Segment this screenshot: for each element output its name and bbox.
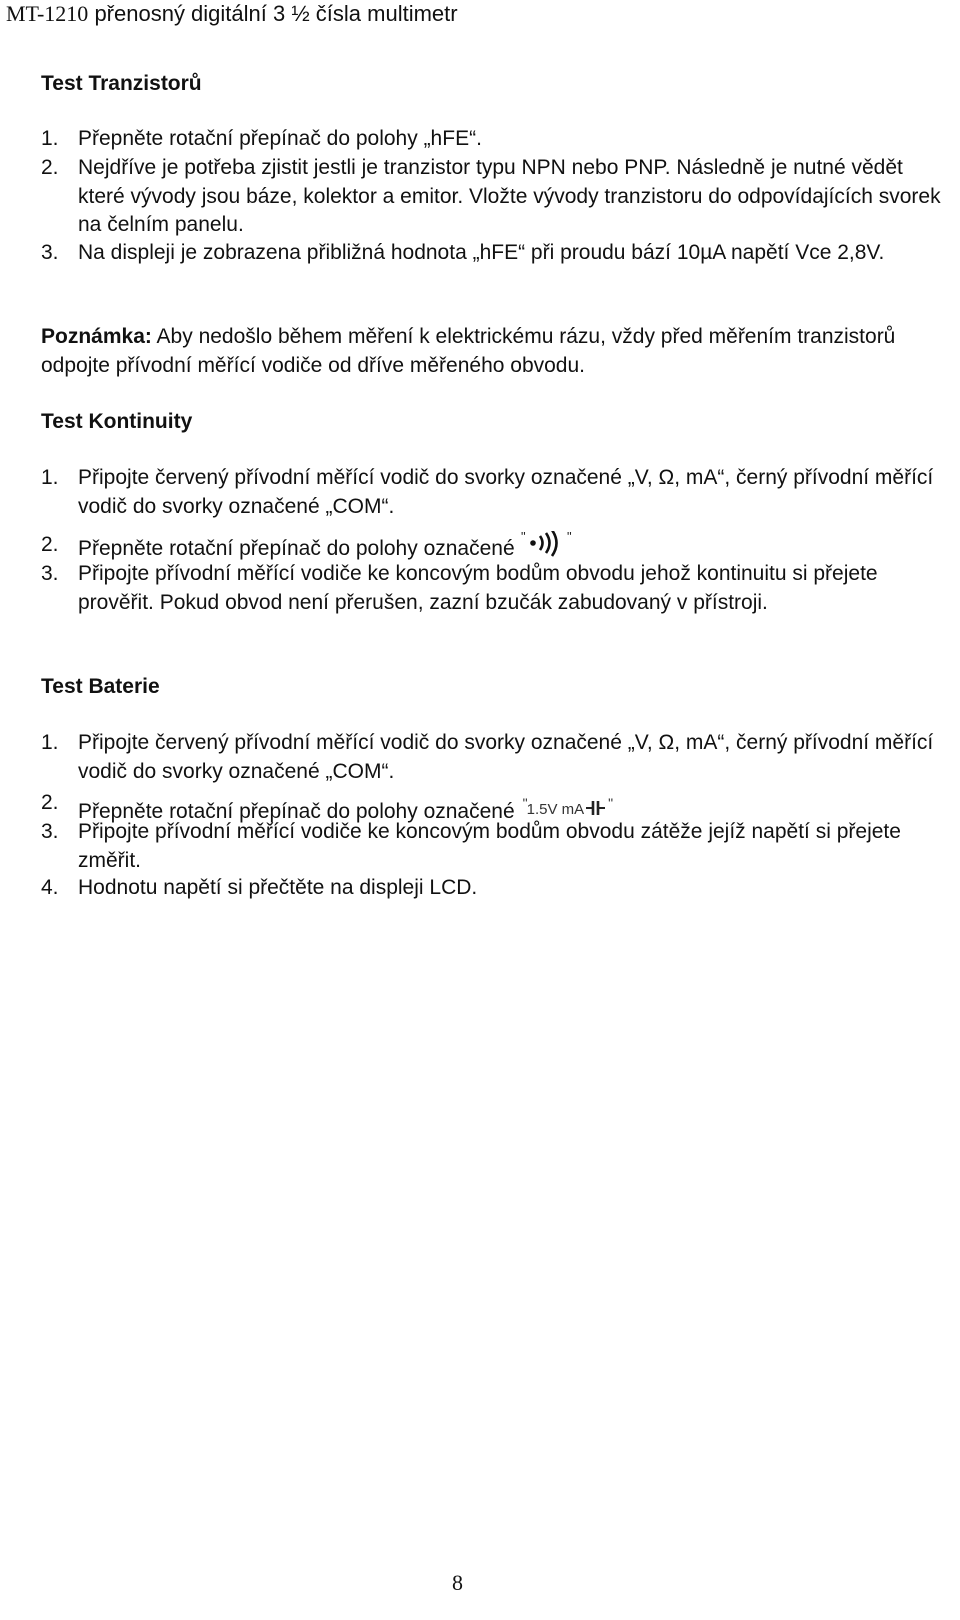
baterie-item-4 — [41, 874, 941, 903]
header-model: MT-1210 — [6, 1, 89, 26]
item-number: 1. — [41, 127, 59, 150]
item-text: Nejdříve je potřeba zjistit jestli je tranzistor typu NPN nebo PNP. Následně je nutné vědět které vývody jsou báze, kolektor a emitor. Vložte vývody tranzistoru do odpovídajících svorek na čelním panelu. — [78, 156, 941, 236]
item-number: 3. — [41, 241, 59, 264]
item-number: 1. — [41, 466, 59, 489]
svg-text:": " — [566, 531, 572, 544]
note-text: Aby nedošlo během měření k elektrickému rázu, vždy před měřením tranzistorů odpojte přívodní měřící vodiče od dříve měřeného obvodu. — [41, 325, 896, 377]
heading-tranzistory: Test Tranzistorů — [41, 72, 202, 95]
item-number: 2. — [41, 533, 59, 556]
item-text: Připojte červený přívodní měřící vodič do svorky označené „V, Ω, mA“, černý přívodní měřící vodič do svorky označené „COM“. — [78, 466, 934, 518]
header-title: přenosný digitální 3 ½ čísla multimetr — [94, 1, 458, 26]
svg-text:": " — [520, 531, 526, 544]
item-number: 3. — [41, 562, 59, 585]
page-number: 8 — [452, 1570, 463, 1595]
page-header — [6, 0, 458, 28]
item-number: 3. — [41, 820, 59, 843]
battery-range-symbol: "1.5V mA " — [523, 789, 613, 827]
battery-symbol-label: 1.5V mA — [526, 801, 585, 818]
item-text: Hodnotu napětí si přečtěte na displeji LCD. — [78, 876, 478, 899]
kontinuita-item-3 — [41, 560, 941, 617]
tranzistory-note — [41, 323, 941, 380]
item-number: 4. — [41, 876, 59, 899]
tranzistory-item-1 — [41, 125, 941, 154]
item-text: Přepněte rotační přepínač do polohy „hFE“. — [78, 127, 482, 150]
item-number: 2. — [41, 791, 59, 814]
baterie-item-3 — [41, 818, 941, 875]
item-number: 2. — [41, 156, 59, 179]
item-number: 1. — [41, 731, 59, 754]
note-label: Poznámka: — [41, 325, 152, 348]
tranzistory-item-3 — [41, 239, 941, 268]
item-text: Přepněte rotační přepínač do polohy označené — [78, 537, 515, 560]
heading-baterie: Test Baterie — [41, 675, 160, 698]
heading-kontinuita: Test Kontinuity — [41, 410, 193, 433]
kontinuita-item-1 — [41, 464, 941, 521]
baterie-item-1 — [41, 729, 941, 786]
tranzistory-item-2 — [41, 154, 941, 240]
item-text: Připojte přívodní měřící vodiče ke koncovým bodům obvodu jehož kontinuitu si přejete prověřit. Pokud obvod není přerušen, zazní bzučák zabudovaný v přístroji. — [78, 562, 878, 614]
item-text: Na displeji je zobrazena přibližná hodnota „hFE“ při proudu bází 10µA napětí Vce 2,8V. — [78, 241, 885, 264]
item-text: Přepněte rotační přepínač do polohy označené — [78, 800, 515, 823]
item-text: Připojte přívodní měřící vodiče ke koncovým bodům obvodu zátěže jejíž napětí si přejete změřit. — [78, 820, 901, 872]
item-text: Připojte červený přívodní měřící vodič do svorky označené „V, Ω, mA“, černý přívodní měřící vodič do svorky označené „COM“. — [78, 731, 934, 783]
